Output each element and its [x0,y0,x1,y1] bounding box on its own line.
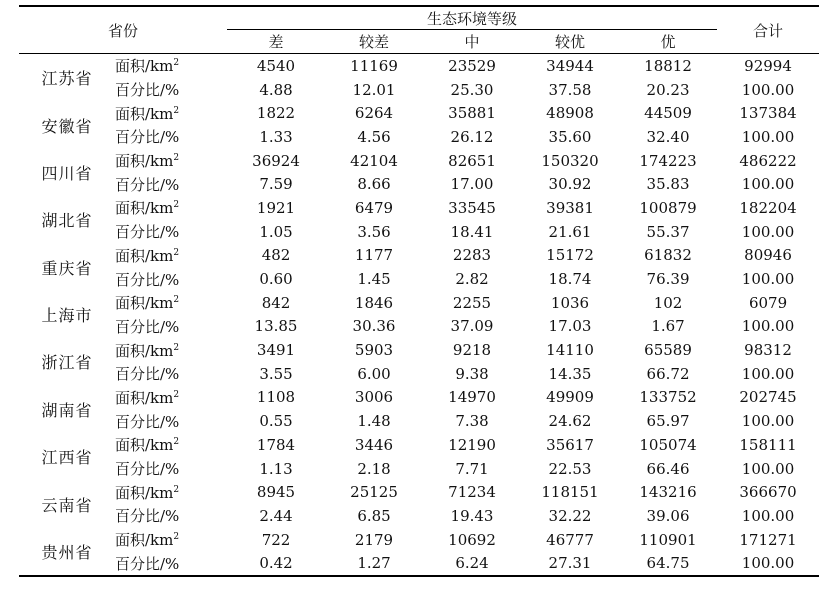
area-value: 2255 [452,293,492,312]
area-value: 3006 [354,388,394,407]
table-body [19,54,819,577]
area-value: 366670 [739,483,797,502]
indicator-percent: 百分比/% [115,223,180,242]
header-level-excellent: 优 [619,30,717,54]
table-row [19,504,819,528]
area-value: 1846 [354,293,394,312]
area-value: 482 [261,246,291,265]
percent-value: 6.00 [357,364,391,383]
percent-value: 65.97 [646,412,690,431]
area-value: 105074 [639,435,697,454]
area-value: 2283 [452,246,492,265]
percent-value: 100.00 [741,459,795,478]
area-value: 14110 [546,341,594,360]
table-row [19,267,819,291]
area-value: 46777 [546,530,594,549]
indicator-percent: 百分比/% [115,365,180,384]
percent-value: 66.72 [646,364,690,383]
indicator-percent: 百分比/% [115,460,180,479]
area-value: 11169 [350,56,398,75]
indicator-area [115,54,227,78]
area-value: 102 [653,293,683,312]
area-value: 10692 [448,530,496,549]
area-value: 110901 [639,530,697,549]
percent-value: 1.27 [325,551,423,576]
table-row [19,291,819,315]
area-value: 35617 [546,435,594,454]
area-value: 202745 [739,388,797,407]
percent-value: 18.74 [548,270,592,289]
area-value: 150320 [541,151,599,170]
header-eco-grade: 生态环境等级 [227,6,717,30]
table-row [19,196,819,220]
percent-value: 25.30 [450,80,494,99]
percent-value: 39.06 [646,506,690,525]
province-name: 贵州省 [19,528,115,576]
area-value: 137384 [739,104,797,123]
percent-value: 1.13 [259,459,293,478]
area-value: 842 [261,293,291,312]
indicator-percent: 百分比/% [115,81,180,100]
percent-value: 100.00 [741,222,795,241]
percent-value: 6.24 [423,551,521,576]
indicator-area-text: 面积/km [115,152,174,171]
percent-value: 7.38 [455,412,489,431]
table-row [19,101,819,125]
table-row [19,433,819,457]
header-province: 省份 [19,6,227,54]
indicator-area [115,338,227,362]
percent-value: 100.00 [741,364,795,383]
percent-value: 35.83 [646,175,690,194]
table-row [19,244,819,268]
province-name: 云南省 [41,495,93,515]
percent-value: 19.43 [450,506,494,525]
percent-value: 100.00 [741,175,795,194]
percent-value: 7.59 [259,175,293,194]
area-value: 4540 [256,56,296,75]
indicator-percent: 百分比/% [115,175,180,194]
area-value: 61832 [644,246,692,265]
area-value: 18812 [644,56,692,75]
header-level-poor: 差 [227,30,325,54]
area-value: 25125 [350,483,398,502]
province-name: 江苏省 [41,69,93,89]
percent-value: 2.18 [357,459,391,478]
indicator-area [115,196,227,220]
percent-value: 27.31 [521,551,619,576]
indicator-area-text: 面积/km [115,199,174,218]
percent-value: 2.82 [455,270,489,289]
table-row [19,409,819,433]
area-value: 1036 [550,293,590,312]
indicator-area [115,101,227,125]
indicator-area [115,244,227,268]
area-value: 39381 [546,198,594,217]
header-level-medium: 中 [423,30,521,54]
percent-value: 18.41 [450,222,494,241]
indicator-area-exponent: 2 [173,342,180,353]
percent-value: 100.00 [741,270,795,289]
percent-value: 12.01 [352,80,396,99]
area-value: 1822 [256,104,296,123]
area-value: 100879 [639,198,697,217]
table-row [19,338,819,362]
percent-value: 14.35 [548,364,592,383]
indicator-percent: 百分比/% [115,551,227,576]
table-row [19,528,819,552]
percent-value: 1.33 [259,127,293,146]
area-value: 34944 [546,56,594,75]
area-value: 35881 [448,104,496,123]
indicator-percent: 百分比/% [115,507,180,526]
percent-value: 1.45 [357,270,391,289]
area-value: 98312 [744,341,792,360]
percent-value: 3.55 [259,364,293,383]
table-row [19,172,819,196]
percent-value: 22.53 [548,459,592,478]
percent-value: 1.67 [651,317,685,336]
indicator-percent: 百分比/% [115,128,180,147]
indicator-area [115,528,227,552]
area-value: 23529 [448,56,496,75]
indicator-area [115,433,227,457]
percent-value: 100.00 [741,506,795,525]
header-level-good: 较优 [521,30,619,54]
indicator-area-text: 面积/km [115,388,174,407]
header-level-fairly-poor: 较差 [325,30,423,54]
percent-value: 66.46 [646,459,690,478]
percent-value: 30.92 [548,175,592,194]
province-name: 浙江省 [41,353,93,373]
indicator-area-text: 面积/km [115,104,174,123]
area-value: 6079 [748,293,788,312]
area-value: 133752 [639,388,697,407]
indicator-area-exponent: 2 [173,389,180,400]
area-value: 5903 [354,341,394,360]
percent-value: 32.22 [548,506,592,525]
area-value: 92994 [744,56,792,75]
table-row [19,551,819,576]
table-row [19,125,819,149]
percent-value: 64.75 [619,551,717,576]
percent-value: 13.85 [254,317,298,336]
table-row [19,78,819,102]
indicator-percent: 百分比/% [115,412,180,431]
area-value: 48908 [546,104,594,123]
ecological-grade-table [19,5,819,577]
percent-value: 35.60 [548,127,592,146]
percent-value: 100.00 [741,412,795,431]
area-value: 6264 [354,104,394,123]
indicator-area-exponent: 2 [173,200,180,211]
indicator-area-text: 面积/km [115,436,174,455]
percent-value: 4.56 [357,127,391,146]
indicator-area-text: 面积/km [115,294,174,313]
area-value: 3491 [256,341,296,360]
percent-value: 100.00 [741,127,795,146]
percent-value: 1.05 [259,222,293,241]
area-value: 15172 [546,246,594,265]
area-value: 1784 [256,435,296,454]
percent-value: 1.48 [357,412,391,431]
area-value: 6479 [354,198,394,217]
table-row [19,362,819,386]
table-row [19,220,819,244]
area-value: 44509 [644,104,692,123]
indicator-area-exponent: 2 [173,153,180,164]
table-row [19,149,819,173]
percent-value: 17.00 [450,175,494,194]
area-value: 82651 [448,151,496,170]
area-value: 171271 [739,530,797,549]
area-value: 2179 [354,530,394,549]
province-name: 湖南省 [41,400,93,420]
percent-value: 6.85 [357,506,391,525]
table-row [19,480,819,504]
indicator-area [115,480,227,504]
indicator-area-text: 面积/km [115,483,174,502]
area-value: 1921 [256,198,296,217]
percent-value: 55.37 [646,222,690,241]
percent-value: 32.40 [646,127,690,146]
area-value: 14970 [448,388,496,407]
province-name: 四川省 [41,163,93,183]
percent-value: 3.56 [357,222,391,241]
indicator-area-text: 面积/km [115,341,174,360]
indicator-area-exponent: 2 [173,532,180,543]
area-value: 71234 [448,483,496,502]
area-value: 174223 [639,151,697,170]
indicator-percent: 百分比/% [115,270,180,289]
area-value: 158111 [739,435,797,454]
table-row [19,54,819,78]
percent-value: 9.38 [455,364,489,383]
indicator-area-exponent: 2 [173,247,180,258]
percent-value: 0.42 [227,551,325,576]
indicator-area-exponent: 2 [173,437,180,448]
percent-value: 37.58 [548,80,592,99]
indicator-area-exponent: 2 [173,484,180,495]
indicator-area-text: 面积/km [115,531,174,550]
area-value: 36924 [252,151,300,170]
area-value: 722 [261,530,291,549]
area-value: 118151 [541,483,599,502]
percent-value: 100.00 [717,551,819,576]
percent-value: 26.12 [450,127,494,146]
percent-value: 0.55 [259,412,293,431]
area-value: 49909 [546,388,594,407]
province-name: 重庆省 [41,258,93,278]
percent-value: 37.09 [450,317,494,336]
indicator-area-exponent: 2 [173,295,180,306]
percent-value: 0.60 [259,270,293,289]
indicator-area-text: 面积/km [115,57,174,76]
area-value: 486222 [739,151,797,170]
area-value: 8945 [256,483,296,502]
province-name: 安徽省 [41,116,93,136]
province-name: 上海市 [41,306,93,326]
percent-value: 100.00 [741,317,795,336]
percent-value: 76.39 [646,270,690,289]
table-row [19,315,819,339]
indicator-area-exponent: 2 [173,58,180,69]
province-name: 江西省 [41,448,93,468]
area-value: 42104 [350,151,398,170]
percent-value: 17.03 [548,317,592,336]
area-value: 65589 [644,341,692,360]
area-value: 1108 [256,388,296,407]
indicator-area-text: 面积/km [115,246,174,265]
percent-value: 100.00 [741,80,795,99]
area-value: 182204 [739,198,797,217]
area-value: 3446 [354,435,394,454]
header-total: 合计 [717,6,819,54]
area-value: 80946 [744,246,792,265]
indicator-area-exponent: 2 [173,105,180,116]
table-row [19,386,819,410]
area-value: 33545 [448,198,496,217]
indicator-percent: 百分比/% [115,317,180,336]
percent-value: 24.62 [548,412,592,431]
area-value: 1177 [354,246,394,265]
province-name: 湖北省 [41,211,93,231]
percent-value: 2.44 [259,506,293,525]
percent-value: 21.61 [548,222,592,241]
percent-value: 7.71 [455,459,489,478]
percent-value: 20.23 [646,80,690,99]
indicator-area [115,291,227,315]
indicator-area [115,386,227,410]
percent-value: 30.36 [352,317,396,336]
area-value: 12190 [448,435,496,454]
area-value: 143216 [639,483,697,502]
area-value: 9218 [452,341,492,360]
indicator-area [115,149,227,173]
table-row [19,457,819,481]
percent-value: 4.88 [259,80,293,99]
percent-value: 8.66 [357,175,391,194]
